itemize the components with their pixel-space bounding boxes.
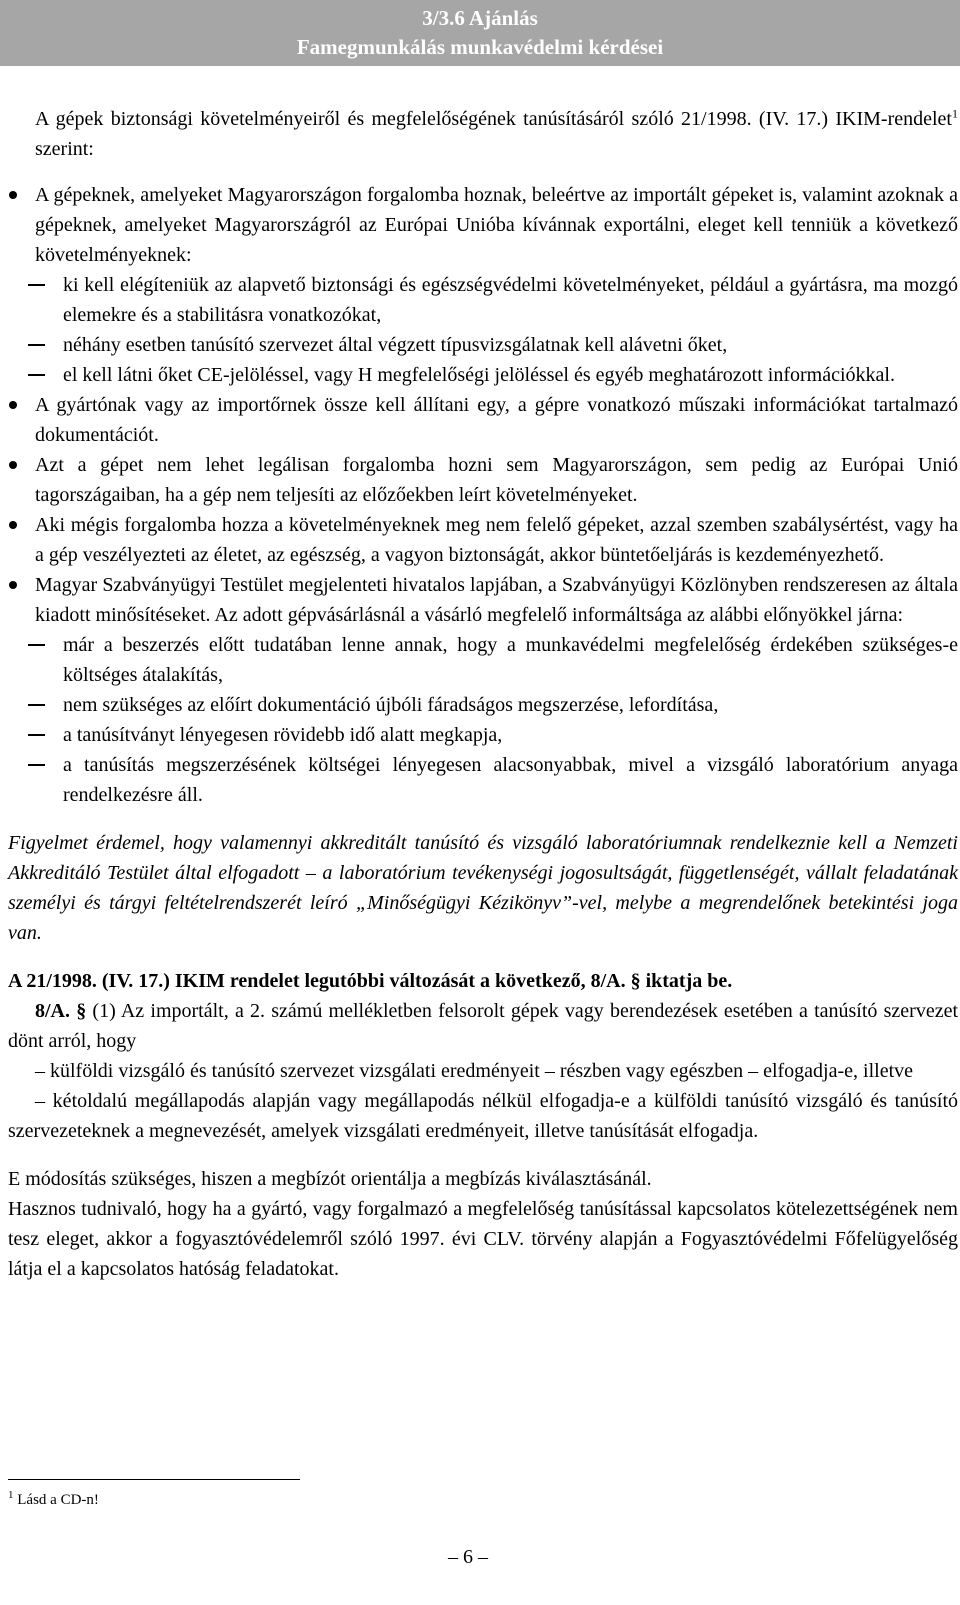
document-body xyxy=(8,104,958,1284)
bullet-text: Magyar Szabványügyi Testület megjelenteti hivatalos lapjában, a Szabványügyi Közlönyben rendszeresen az általa kiadott minősítéseket. Az adott gépvásárlásnál a vásárló megfelelő informáltsága az alábbi előnyökkel járna: xyxy=(35,574,958,626)
footnote xyxy=(8,1488,99,1512)
header-section-title: 3/3.6 Ajánlás xyxy=(422,6,538,30)
dash-text: nem szükséges az előírt dokumentáció újbóli fáradságos megszerzése, lefordítása, xyxy=(63,694,719,716)
closing-paragraph: E módosítás szükséges, hiszen a megbízót orientálja a megbízás kiválasztásánál. xyxy=(8,1168,652,1190)
dash-icon xyxy=(28,734,45,736)
bullet-icon xyxy=(9,521,17,529)
dash-item xyxy=(8,750,958,810)
accreditation-note: Figyelmet érdemel, hogy valamennyi akkreditált tanúsító és vizsgáló laboratóriumnak rendelkeznie kell a Nemzeti Akkreditáló Testület által elfogadott – a laboratórium tevékenységi jogosultságát, függetlenségét, vállalt feladatának személyi és tárgyi feltételrendszerét leíró „Minőségügyi Kézikönyv”-vel, melybe a megrendelőnek betekintési joga van. xyxy=(8,832,958,944)
dash-icon xyxy=(28,284,45,286)
dash-icon xyxy=(28,344,45,346)
footnote-divider xyxy=(8,1479,300,1480)
intro-text-end: szerint: xyxy=(35,138,94,160)
bullet-icon xyxy=(9,581,17,589)
dash-text: el kell látni őket CE-jelöléssel, vagy H megfelelőségi jelöléssel és egyéb meghatározott információkkal. xyxy=(63,364,895,386)
dash-text: néhány esetben tanúsító szervezet által végzett típusvizsgálatnak kell alávetni őket, xyxy=(63,334,728,356)
dash-item xyxy=(8,720,958,750)
dash-text: a tanúsítás megszerzésének költségei lényegesen alacsonyabbak, mivel a vizsgáló laboratórium anyaga rendelkezésre áll. xyxy=(63,754,958,806)
bullet-text: A gépeknek, amelyeket Magyarországon forgalomba hoznak, beleértve az importált gépeket is, valamint azoknak a gépeknek, amelyeket Magyarországról az Európai Unióba kívánnak exportálni, eleget kell tenniük a következő követelményeknek: xyxy=(35,184,958,266)
amendment-item: – kétoldalú megállapodás alapján vagy megállapodás nélkül elfogadja-e a külföldi tanúsító vizsgáló és tanúsító szervezeteknek a megnevezését, amelyek vizsgálati eredményeit, illetve tanúsítását elfogadja. xyxy=(8,1090,958,1142)
bullet-text: A gyártónak vagy az importőrnek össze kell állítani egy, a gépre vonatkozó műszaki információkat tartalmazó dokumentációt. xyxy=(35,394,958,446)
bullet-text: Azt a gépet nem lehet legálisan forgalomba hozni sem Magyarországon, sem pedig az Európai Unió tagországaiban, ha a gép nem teljesíti az előzőekben leírt követelményeket. xyxy=(35,454,958,506)
amendment-heading: A 21/1998. (IV. 17.) IKIM rendelet legutóbbi változását a következő, 8/A. § iktatja be. xyxy=(8,970,733,992)
bullet-icon xyxy=(9,401,17,409)
bullet-icon xyxy=(9,461,17,469)
dash-item xyxy=(8,690,958,720)
dash-item xyxy=(8,330,958,360)
dash-text: már a beszerzés előtt tudatában lenne annak, hogy a munkavédelmi megfelelőség érdekében szükséges-e költséges átalakítás, xyxy=(63,634,958,686)
header-chapter-title: Famegmunkálás munkavédelmi kérdései xyxy=(296,35,664,59)
page-header xyxy=(0,0,960,66)
dash-icon xyxy=(28,374,45,376)
bullet-text: Aki mégis forgalomba hozza a követelményeknek meg nem felelő gépeket, azzal szemben szabálysértést, vagy ha a gép veszélyezteti az életet, az egészség, a vagyon biztonságát, akkor büntetőeljárás is kezdeményezhető. xyxy=(35,514,958,566)
dash-icon xyxy=(28,644,45,646)
amendment-paragraph xyxy=(8,996,958,1056)
bullet-item xyxy=(8,450,958,510)
bullet-item xyxy=(8,180,958,270)
dash-icon xyxy=(28,704,45,706)
bullet-item xyxy=(8,570,958,630)
dash-icon xyxy=(28,764,45,766)
amendment-label: 8/A. § xyxy=(35,1000,87,1022)
page-number: – 6 – xyxy=(448,1546,488,1568)
intro-text: A gépek biztonsági követelményeiről és megfelelőségének tanúsításáról szóló 21/1998. (IV. 17.) IKIM-rendelet xyxy=(35,108,952,130)
amendment-text: (1) Az importált, a 2. számú mellékletben felsorolt gépek vagy berendezések esetében a tanúsító szervezet dönt arról, hogy xyxy=(8,1000,959,1052)
bullet-icon xyxy=(9,191,17,199)
dash-item xyxy=(8,360,958,390)
amendment-item: – külföldi vizsgáló és tanúsító szervezet vizsgálati eredményeit – részben vagy egészben – elfogadja-e, illetve xyxy=(35,1060,913,1082)
dash-text: a tanúsítványt lényegesen rövidebb idő alatt megkapja, xyxy=(63,724,503,746)
dash-text: ki kell elégíteniük az alapvető biztonsági és egészségvédelmi követelményeket, például a gyártásra, ma mozgó elemekre és a stabilitásra vonatkozókat, xyxy=(63,274,958,326)
bullet-item xyxy=(8,390,958,450)
dash-item xyxy=(8,270,958,330)
dash-item xyxy=(8,630,958,690)
bullet-item xyxy=(8,510,958,570)
closing-paragraph: Hasznos tudnivaló, hogy ha a gyártó, vagy forgalmazó a megfelelőség tanúsítással kapcsolatos kötelezettségének nem tesz eleget, akkor a fogyasztóvédelemről szóló 1997. évi CLV. törvény alapján a Fogyasztóvédelmi Főfelügyelőség látja el a kapcsolatos hatóság feladatokat. xyxy=(8,1198,958,1280)
footnote-number: 1 xyxy=(8,1489,14,1501)
footnote-text: Lásd a CD-n! xyxy=(17,1492,99,1508)
footnote-reference[interactable]: 1 xyxy=(952,106,958,121)
intro-paragraph xyxy=(35,104,958,164)
